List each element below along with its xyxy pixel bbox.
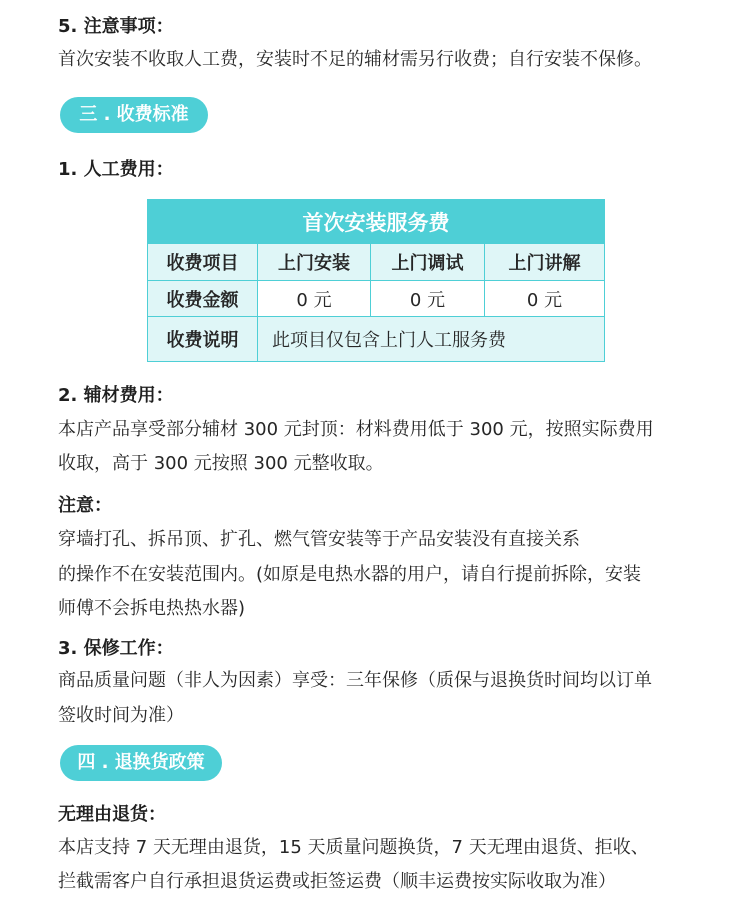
amount-cell: 0 元 — [258, 281, 371, 317]
section-pill-return-policy: 四 . 退换货政策 — [60, 745, 222, 781]
table-header-cell: 上门调试 — [371, 244, 485, 281]
table-header-cell: 上门安装 — [258, 244, 371, 281]
materials-line: 收取，高于 300 元按照 300 元整收取。 — [58, 453, 384, 474]
desc-cell: 此项目仅包含上门人工服务费 — [258, 317, 605, 362]
table-row — [148, 244, 605, 281]
warranty-line: 签收时间为准） — [58, 705, 184, 726]
notice-heading: 5. 注意事项： — [58, 16, 174, 37]
amount-label-cell: 收费金额 — [148, 281, 258, 317]
table-title: 首次安装服务费 — [148, 200, 605, 244]
warranty-heading: 3. 保修工作： — [58, 638, 174, 659]
table-row — [148, 317, 605, 362]
warranty-line: 商品质量问题（非人为因素）享受：三年保修（质保与退换货时间均以订单 — [58, 670, 652, 691]
installation-fee-table — [147, 199, 605, 362]
note-line: 师傅不会拆电热热水器) — [58, 598, 246, 619]
amount-cell: 0 元 — [485, 281, 605, 317]
table-header-cell: 上门讲解 — [485, 244, 605, 281]
note-heading: 注意： — [58, 495, 112, 516]
materials-heading: 2. 辅材费用： — [58, 385, 174, 406]
desc-label-cell: 收费说明 — [148, 317, 258, 362]
note-line: 穿墙打孔、拆吊顶、扩孔、燃气管安装等于产品安装没有直接关系 — [58, 529, 580, 550]
returns-line: 拦截需客户自行承担退货运费或拒签运费（顺丰运费按实际收取为准） — [58, 871, 616, 892]
table-header-cell: 收费项目 — [148, 244, 258, 281]
labor-fee-heading: 1. 人工费用： — [58, 159, 174, 180]
amount-cell: 0 元 — [371, 281, 485, 317]
notice-text: 首次安装不收取人工费，安装时不足的辅材需另行收费；自行安装不保修。 — [58, 49, 652, 70]
returns-line: 本店支持 7 天无理由退货，15 天质量问题换货，7 天无理由退货、拒收、 — [58, 837, 649, 858]
returns-heading: 无理由退货： — [58, 804, 166, 825]
table-row — [148, 281, 605, 317]
materials-line: 本店产品享受部分辅材 300 元封顶：材料费用低于 300 元，按照实际费用 — [58, 419, 654, 440]
section-pill-fee-standard: 三 . 收费标准 — [60, 97, 208, 133]
note-line: 的操作不在安装范围内。(如原是电热水器的用户，请自行提前拆除，安装 — [58, 564, 642, 585]
